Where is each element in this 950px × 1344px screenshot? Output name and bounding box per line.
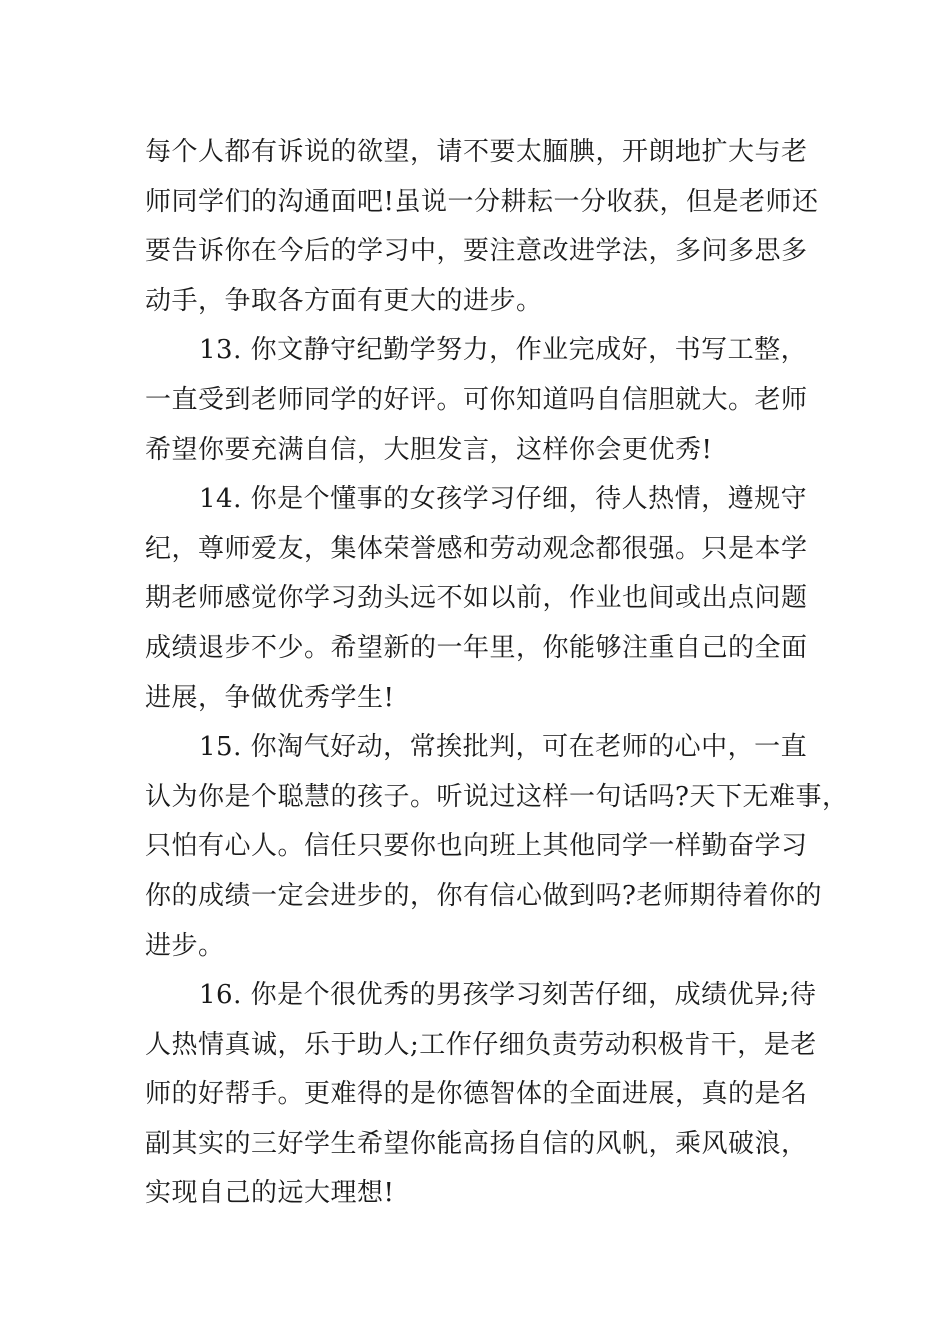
document-body — [145, 128, 849, 1219]
text-line: 人热情真诚，乐于助人;工作仔细负责劳动积极肯干，是老 — [145, 1029, 817, 1060]
paragraph-item-15 — [145, 723, 849, 971]
paragraph-item-14 — [145, 475, 810, 723]
text-line: 师的好帮手。更难得的是你德智体的全面进展，真的是名 — [145, 1079, 808, 1110]
text-line: 副其实的三好学生希望你能高扬自信的风帆，乘风破浪， — [145, 1128, 808, 1159]
text-line: 认为你是个聪慧的孩子。听说过这样一句话吗?天下无难事， — [145, 781, 849, 812]
text-line: 14. 你是个懂事的女孩学习仔细，待人热情，遵规守 — [199, 484, 808, 515]
text-line: 进步。 — [145, 930, 225, 961]
text-line: 13. 你文静守纪勤学努力，作业完成好，书写工整， — [199, 335, 808, 366]
paragraph-item-16 — [145, 971, 817, 1219]
text-line: 纪，尊师爱友，集体荣誉感和劳动观念都很强。只是本学 — [145, 533, 808, 564]
text-line: 只怕有心人。信任只要你也向班上其他同学一样勤奋学习 — [145, 831, 808, 862]
text-line: 每个人都有诉说的欲望，请不要太腼腆，开朗地扩大与老 — [145, 137, 808, 167]
text-line: 一直受到老师同学的好评。可你知道吗自信胆就大。老师 — [145, 384, 808, 415]
text-line: 期老师感觉你学习劲头远不如以前，作业也间或出点问题 — [145, 583, 808, 614]
text-line: 希望你要充满自信，大胆发言，这样你会更优秀! — [145, 434, 713, 465]
text-line: 实现自己的远大理想! — [145, 1178, 395, 1209]
paragraph-continuation — [145, 128, 819, 326]
text-line: 要告诉你在今后的学习中，要注意改进学法，多问多思多 — [145, 236, 808, 267]
text-line: 动手，争取各方面有更大的进步。 — [145, 285, 543, 316]
text-line: 15. 你淘气好动，常挨批判，可在老师的心中，一直 — [199, 732, 808, 763]
text-line: 成绩退步不少。希望新的一年里，你能够注重自己的全面 — [145, 632, 808, 663]
paragraph-item-13 — [145, 326, 810, 475]
text-line: 师同学们的沟通面吧!虽说一分耕耘一分收获，但是老师还 — [145, 186, 819, 217]
text-line: 16. 你是个很优秀的男孩学习刻苦仔细，成绩优异;待 — [199, 980, 817, 1011]
text-line: 进展，争做优秀学生! — [145, 682, 395, 713]
text-line: 你的成绩一定会进步的，你有信心做到吗?老师期待着你的 — [145, 880, 822, 911]
